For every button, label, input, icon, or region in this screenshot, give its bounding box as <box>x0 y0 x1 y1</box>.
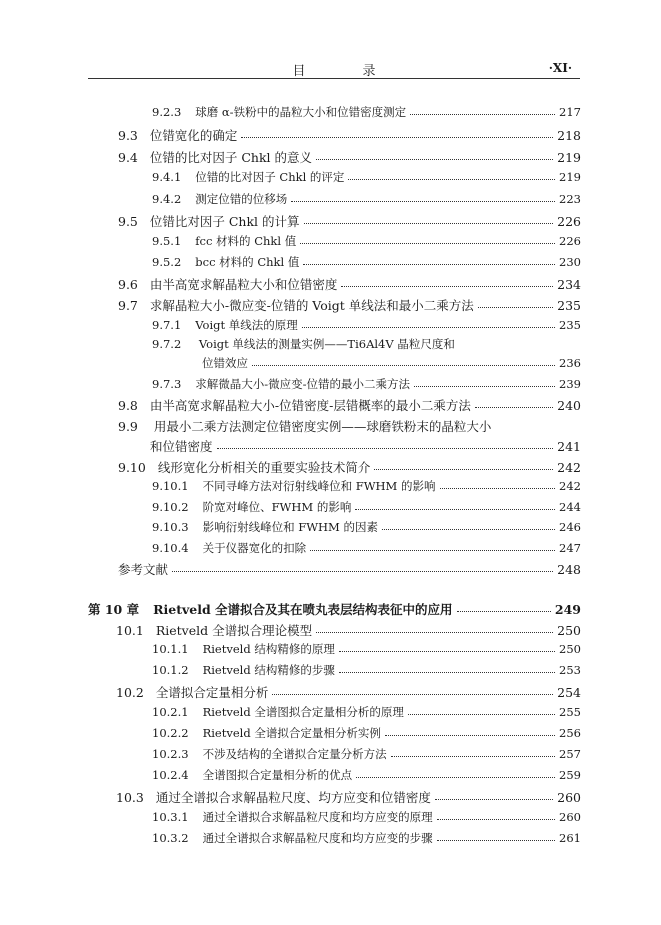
entry-page: 246 <box>559 520 581 534</box>
toc-entry[interactable] <box>118 212 581 230</box>
toc-entry[interactable] <box>116 788 581 806</box>
entry-page: 239 <box>559 377 581 391</box>
entry-title: 位错的比对因子 Chkl 的意义 <box>149 150 313 165</box>
toc-entry[interactable] <box>152 233 581 249</box>
leader-dots <box>304 222 554 224</box>
entry-title: 测定位错的位移场 <box>195 192 288 206</box>
entry-page: 219 <box>559 170 581 184</box>
entry-number: 10.1 <box>116 623 144 638</box>
leader-dots <box>291 200 555 202</box>
entry-title: Voigt 单线法的测量实例——Ti6Al4V 晶粒尺度和 <box>198 337 455 351</box>
leader-dots <box>341 285 553 287</box>
entry-title: 位错的比对因子 Chkl 的评定 <box>195 170 345 184</box>
toc-entry[interactable] <box>116 621 581 639</box>
leader-dots <box>435 798 553 800</box>
entry-page: 235 <box>559 318 581 332</box>
toc-entry[interactable] <box>118 126 581 144</box>
entry-page: 217 <box>559 105 581 119</box>
leader-dots <box>241 136 553 138</box>
entry-title: Rietveld 全谱图拟合定量相分析的原理 <box>202 705 404 719</box>
toc-entry[interactable] <box>152 499 581 515</box>
entry-number: 9.6 <box>118 277 138 292</box>
entry-page: 236 <box>559 356 581 370</box>
leader-dots <box>302 326 555 328</box>
entry-number: 9.7 <box>118 298 138 313</box>
entry-title: Rietveld 结构精修的步骤 <box>202 663 335 677</box>
toc-entry[interactable] <box>152 746 581 762</box>
toc-entry[interactable] <box>118 296 581 314</box>
toc-entry[interactable] <box>152 191 581 207</box>
entry-title: 用最小二乘方法测定位错密度实例——球磨铁粉末的晶粒大小 <box>153 419 492 434</box>
entry-number: 10.2.4 <box>152 768 189 782</box>
entry-title: 求解微晶大小-微应变-位错的最小二乘方法 <box>195 377 411 391</box>
entry-number: 9.10.1 <box>152 479 189 493</box>
entry-title: 影响衍射线峰位和 FWHM 的因素 <box>202 520 378 534</box>
entry-page: 223 <box>559 192 581 206</box>
leader-dots <box>172 570 553 572</box>
entry-page: 260 <box>557 790 581 805</box>
toc-entry-references[interactable] <box>118 560 581 578</box>
entry-title: 线形宽化分析相关的重要实验技术简介 <box>157 460 371 475</box>
entry-number: 9.7.2 <box>152 337 182 351</box>
leader-dots <box>316 631 553 633</box>
toc-entry[interactable] <box>152 725 581 741</box>
leader-dots <box>310 549 555 551</box>
entry-title: 位错比对因子 Chkl 的计算 <box>149 214 300 229</box>
leader-dots <box>374 468 553 470</box>
leader-dots <box>475 406 553 408</box>
entry-page: 253 <box>559 663 581 677</box>
leader-dots <box>252 364 555 366</box>
toc-entry-first-line[interactable] <box>152 336 455 352</box>
leader-dots <box>410 113 555 115</box>
entry-number: 9.8 <box>118 398 138 413</box>
entry-number: 10.1.2 <box>152 663 189 677</box>
entry-number: 10.1.1 <box>152 642 189 656</box>
entry-title: bcc 材料的 Chkl 值 <box>195 255 300 269</box>
entry-page: 240 <box>557 398 581 413</box>
entry-title: fcc 材料的 Chkl 值 <box>195 234 297 248</box>
entry-page: 255 <box>559 705 581 719</box>
entry-number: 9.5.2 <box>152 255 182 269</box>
header-page-number: ·XI· <box>548 61 572 75</box>
entry-title: 通过全谱拟合求解晶粒尺度、均方应变和位错密度 <box>155 790 431 805</box>
toc-entry[interactable] <box>152 254 581 270</box>
entry-title: 位错宽化的确定 <box>149 128 238 143</box>
entry-title: 由半高宽求解晶粒大小-位错密度-层错概率的最小二乘方法 <box>149 398 471 413</box>
entry-number: 9.10.4 <box>152 541 189 555</box>
entry-number: 10.2.2 <box>152 726 189 740</box>
leader-dots <box>385 734 555 736</box>
leader-dots <box>414 385 555 387</box>
entry-number: 10.2.1 <box>152 705 189 719</box>
entry-number: 9.4.1 <box>152 170 182 184</box>
entry-number: 9.5.1 <box>152 234 182 248</box>
entry-title: Rietveld 结构精修的原理 <box>202 642 335 656</box>
entry-page: 242 <box>559 479 581 493</box>
toc-entry[interactable] <box>118 396 581 414</box>
entry-number: 9.4 <box>118 150 138 165</box>
leader-dots <box>316 158 553 160</box>
toc-entry[interactable] <box>152 519 581 535</box>
toc-entry[interactable] <box>152 641 581 657</box>
entry-page: 254 <box>557 685 581 700</box>
entry-number: 10.3.2 <box>152 831 189 845</box>
leader-dots <box>408 713 555 715</box>
entry-number: 9.10.2 <box>152 500 189 514</box>
entry-page: 226 <box>559 234 581 248</box>
toc-chapter-heading[interactable] <box>88 600 581 618</box>
entry-page: 242 <box>557 460 581 475</box>
entry-title: 通过全谱拟合求解晶粒尺度和均方应变的原理 <box>202 810 433 824</box>
entry-page: 256 <box>559 726 581 740</box>
entry-title: Rietveld 全谱拟合理论模型 <box>155 623 313 638</box>
entry-page: 244 <box>559 500 581 514</box>
toc-entry[interactable] <box>202 355 581 371</box>
entry-page: 219 <box>557 150 581 165</box>
toc-entry[interactable] <box>118 275 581 293</box>
toc-entry[interactable] <box>152 704 581 720</box>
entry-title: 全谱图拟合定量相分析的优点 <box>202 768 353 782</box>
toc-entry[interactable] <box>152 662 581 678</box>
leader-dots <box>339 671 555 673</box>
leader-dots <box>478 306 553 308</box>
toc-entry[interactable] <box>152 767 581 783</box>
toc-entry[interactable] <box>152 540 581 556</box>
entry-page: 218 <box>557 128 581 143</box>
entry-number: 10.3 <box>116 790 144 805</box>
leader-dots <box>382 528 555 530</box>
entry-number: 9.10.3 <box>152 520 189 534</box>
leader-dots <box>303 263 555 265</box>
entry-page: 248 <box>557 562 581 577</box>
entry-page: 234 <box>557 277 581 292</box>
leader-dots <box>300 242 555 244</box>
entry-number: 9.9 <box>118 419 138 434</box>
toc-entry[interactable] <box>116 683 581 701</box>
entry-page: 247 <box>559 541 581 555</box>
leader-dots <box>272 693 553 695</box>
entry-page: 261 <box>559 831 581 845</box>
leader-dots <box>437 818 555 820</box>
entry-page: 250 <box>557 623 581 638</box>
leader-dots <box>348 178 555 180</box>
entry-number: 9.2.3 <box>152 105 182 119</box>
entry-page: 241 <box>557 439 581 454</box>
entry-page: 259 <box>559 768 581 782</box>
leader-dots <box>391 755 555 757</box>
entry-page: 226 <box>557 214 581 229</box>
leader-dots <box>217 447 554 449</box>
entry-title: 参考文献 <box>118 562 169 577</box>
entry-title: 不同寻峰方法对衍射线峰位和 FWHM 的影响 <box>202 479 436 493</box>
entry-title: 求解晶粒大小-微应变-位错的 Voigt 单线法和最小二乘方法 <box>149 298 474 313</box>
entry-number: 10.3.1 <box>152 810 189 824</box>
toc-entry[interactable] <box>118 458 581 476</box>
leader-dots <box>339 650 555 652</box>
toc-entry[interactable] <box>152 317 581 333</box>
toc-entry[interactable] <box>152 376 581 392</box>
entry-title: 通过全谱拟合求解晶粒尺度和均方应变的步骤 <box>202 831 433 845</box>
entry-page: 257 <box>559 747 581 761</box>
toc-entry[interactable] <box>152 830 581 846</box>
entry-number: 10.2.3 <box>152 747 189 761</box>
leader-dots <box>440 487 556 489</box>
entry-title: 不涉及结构的全谱拟合定量分析方法 <box>202 747 387 761</box>
entry-title: Voigt 单线法的原理 <box>195 318 298 332</box>
toc-entry[interactable] <box>152 104 581 120</box>
entry-title-continued: 位错效应 <box>202 356 248 370</box>
entry-title: 由半高宽求解晶粒大小和位错密度 <box>149 277 338 292</box>
entry-page: 230 <box>559 255 581 269</box>
entry-number: 9.3 <box>118 128 138 143</box>
entry-number: 9.10 <box>118 460 146 475</box>
leader-dots <box>457 610 551 612</box>
chapter-number: 第 10 章 <box>88 602 140 617</box>
entry-title: 阶宽对峰位、FWHM 的影响 <box>202 500 352 514</box>
entry-number: 9.4.2 <box>152 192 182 206</box>
entry-title: 球磨 α-铁粉中的晶粒大小和位错密度测定 <box>195 105 407 119</box>
entry-title-continued: 和位错密度 <box>150 439 213 454</box>
entry-title: 全谱拟合定量相分析 <box>155 685 269 700</box>
entry-page: 260 <box>559 810 581 824</box>
entry-number: 9.5 <box>118 214 138 229</box>
leader-dots <box>356 776 555 778</box>
toc-entry[interactable] <box>152 809 581 825</box>
entry-title: Rietveld 全谱拟合定量相分析实例 <box>202 726 381 740</box>
chapter-title: Rietveld 全谱拟合及其在喷丸表层结构表征中的应用 <box>153 602 453 617</box>
leader-dots <box>437 839 555 841</box>
entry-number: 9.7.1 <box>152 318 182 332</box>
entry-page: 249 <box>554 602 581 617</box>
entry-title: 关于仪器宽化的扣除 <box>202 541 307 555</box>
toc-entry[interactable] <box>152 169 581 185</box>
toc-entry[interactable] <box>152 478 581 494</box>
toc-entry[interactable] <box>118 148 581 166</box>
entry-page: 250 <box>559 642 581 656</box>
entry-number: 10.2 <box>116 685 144 700</box>
toc-entry-first-line[interactable] <box>118 417 491 435</box>
entry-page: 235 <box>557 298 581 313</box>
leader-dots <box>355 508 555 510</box>
entry-number: 9.7.3 <box>152 377 182 391</box>
toc-entry[interactable] <box>150 437 581 455</box>
header-title: 目 录 <box>292 64 398 79</box>
